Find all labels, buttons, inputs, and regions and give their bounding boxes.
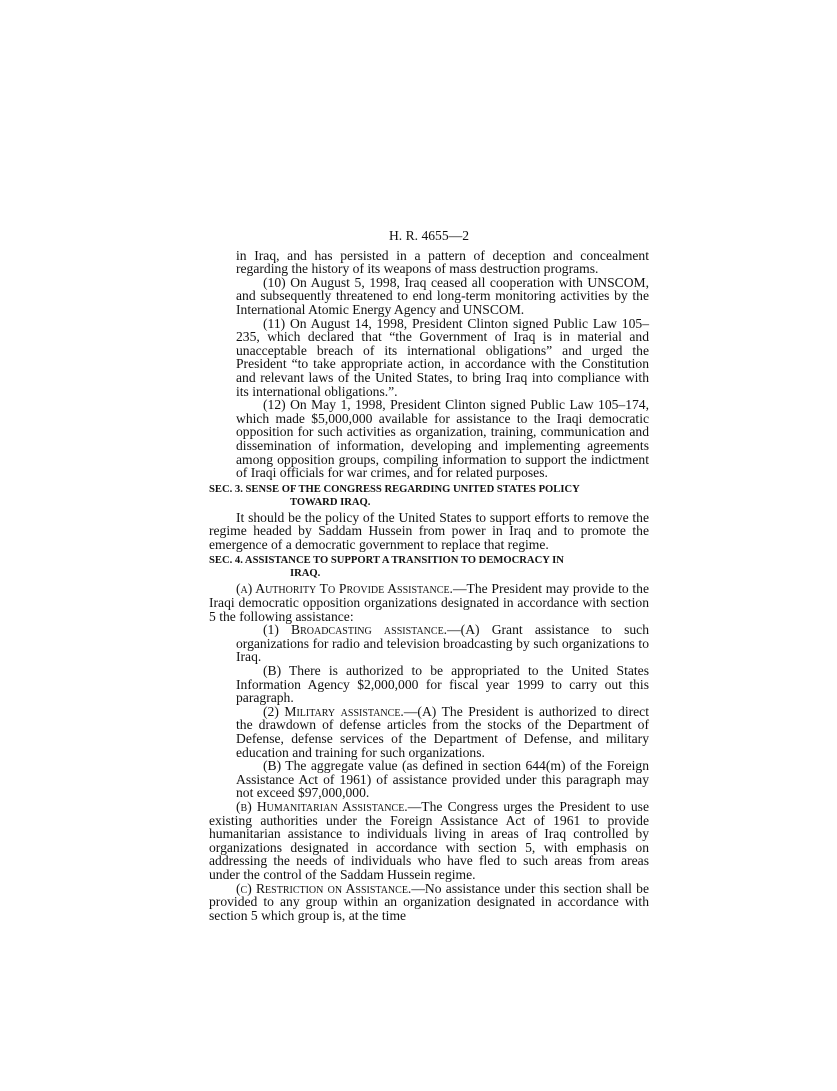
section-3-heading-line2: TOWARD IRAQ. [290, 496, 371, 508]
section-3-heading-line1: SEC. 3. SENSE OF THE CONGRESS REGARDING UNITED STATES POLICY [209, 483, 580, 495]
paragraph-a1-body: —(A) Grant assistance to such organizations for radio and television broadcasting by such organizations to Iraq. [236, 622, 649, 665]
subsection-b-heading: (b) Humanitarian Assistance. [236, 798, 408, 814]
paragraph-continuation: in Iraq, and has persisted in a pattern of deception and concealment regarding the history of its weapons of mass destruction programs. [236, 247, 649, 277]
paragraph-a2-heading: (2) Military assistance. [263, 703, 404, 719]
paragraph-12: (12) On May 1, 1998, President Clinton signed Public Law 105–174, which made $5,000,000 available for assistance to the Iraqi democratic opposition for such activities as organization, training, communication and dissemination of information, developing and implementing agreements among opposition groups, compiling information to support the indictment of Iraqi officials for war crimes, and for related purposes. [236, 397, 649, 481]
document-page [209, 229, 649, 922]
page-header: H. R. 4655—2 [388, 228, 470, 243]
paragraph-a1 [236, 623, 649, 664]
subsection-b-body: —The Congress urges the President to use existing authorities under the Foreign Assistance Act of 1961 to provide humanitarian assistance to individuals living in areas of Iraq controlled by organizations designated in accordance with section 5, with emphasis on addressing the needs of individuals who have fled to such areas from areas under the control of the Saddam Hussein regime. [209, 798, 649, 882]
paragraph-11: (11) On August 14, 1998, President Clinton signed Public Law 105–235, which declared that “the Government of Iraq is in material and unacceptable breach of its international obligations” and urged the President “to take appropriate action, in accordance with the Constitution and relevant laws of the United States, to bring Iraq into compliance with its international obligations.”. [236, 315, 649, 399]
subsection-a-body: —The President may provide to the Iraqi democratic opposition organizations designated in accordance with section 5 the following assistance: [209, 581, 649, 624]
paragraph-a2-b: (B) The aggregate value (as defined in section 644(m) of the Foreign Assistance Act of 1961) of assistance provided under this paragraph may not exceed $97,000,000. [236, 758, 649, 801]
subsection-c-heading: (c) Restriction on Assistance. [236, 880, 412, 896]
paragraph-10: (10) On August 5, 1998, Iraq ceased all cooperation with UNSCOM, and subsequently threatened to end long-term monitoring activities by the International Atomic Energy Agency and UNSCOM. [236, 274, 649, 317]
section-3-body: It should be the policy of the United States to support efforts to remove the regime headed by Saddam Hussein from power in Iraq and to promote the emergence of a democratic government to replace that regime. [209, 509, 649, 552]
section-3-heading [209, 483, 649, 509]
subsection-a [209, 582, 649, 623]
section-4-heading-line1: SEC. 4. ASSISTANCE TO SUPPORT A TRANSITION TO DEMOCRACY IN [209, 555, 564, 567]
section-4-heading-line2: IRAQ. [290, 568, 321, 580]
subsection-c [209, 882, 649, 923]
section-4-heading [209, 554, 649, 580]
paragraph-a1-b: (B) There is authorized to be appropriated to the United States Information Agency $2,000,000 for fiscal year 1999 to carry out this paragraph. [236, 663, 649, 706]
subsection-c-body: —No assistance under this section shall be provided to any group within an organization designated in accordance with section 5 which group is, at the time [209, 880, 649, 923]
paragraph-a2 [236, 705, 649, 759]
subsection-a-heading: (a) Authority To Provide Assistance. [236, 581, 453, 597]
paragraph-a2-body: —(A) The President is authorized to direct the drawdown of defense articles from the stocks of the Department of Defense, defense services of the Department of Defense, and military education and training for such organizations. [236, 703, 649, 760]
paragraph-a1-heading: (1) Broadcasting assistance. [263, 622, 448, 638]
subsection-b [209, 800, 649, 882]
